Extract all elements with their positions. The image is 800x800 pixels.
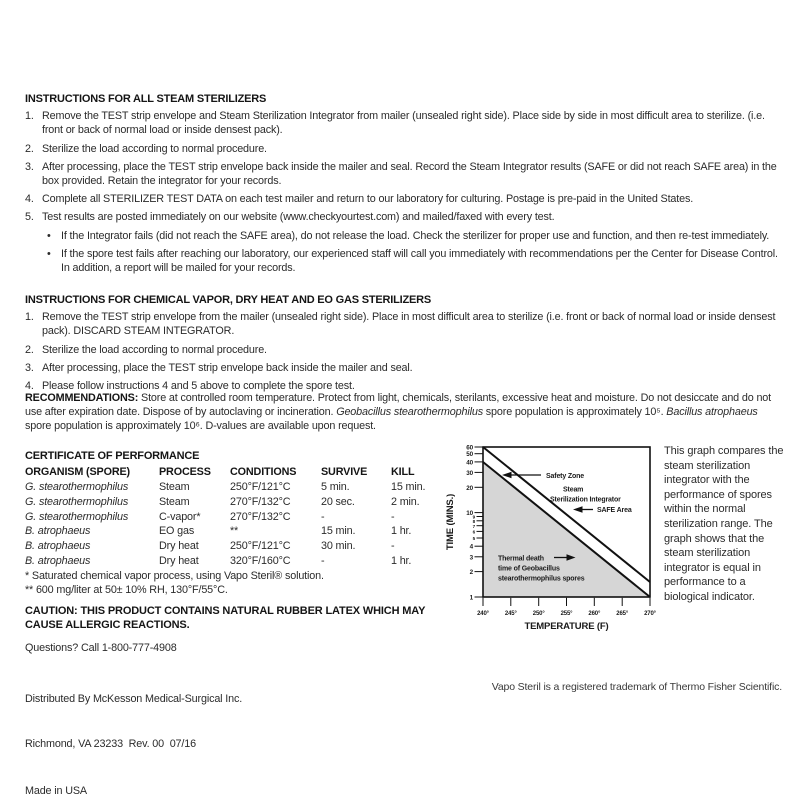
certificate-section	[25, 449, 457, 799]
distributor-line-2: Richmond, VA 23233 Rev. 00 07/16	[25, 737, 196, 750]
thermal-death-label-2: time of Geobacillus	[498, 565, 560, 573]
table-cell: G. stearothermophilus	[25, 510, 129, 523]
instruction-item	[25, 160, 782, 188]
table-cell: -	[321, 554, 325, 567]
x-tick-label: 260°	[588, 611, 601, 617]
bullet-text: If the spore test fails after reaching our laboratory, our experienced staff will call you immediately with recommendations per the Center for Disease Control. In addition, a report will be mailed for your records.	[61, 247, 778, 275]
table-cell: B. atrophaeus	[25, 554, 91, 567]
item-text: Complete all STERILIZER TEST DATA on each test mailer and return to our laboratory for culturing. Postage is pre-paid in the United States.	[42, 193, 694, 206]
table-cell: 320°F/160°C	[230, 554, 291, 567]
item-number: 5.	[25, 211, 34, 224]
table-cell: EO gas	[159, 525, 195, 538]
table-cell: 270°F/132°C	[230, 495, 291, 508]
table-cell: Dry heat	[159, 554, 199, 567]
recommendations-label: RECOMMENDATIONS:	[25, 392, 139, 404]
instruction-item	[25, 361, 782, 375]
y-axis-label: TIME (MINS.)	[445, 493, 456, 551]
item-number: 3.	[25, 361, 34, 374]
table-cell: Dry heat	[159, 540, 199, 553]
table-cell: 30 min.	[321, 540, 356, 553]
item-number: 4.	[25, 193, 34, 206]
column-header: KILL	[391, 466, 415, 479]
y-tick-label: 20	[466, 484, 473, 492]
made-in-usa-line: Made in USA	[25, 784, 87, 797]
table-cell: G. stearothermophilus	[25, 481, 129, 493]
column-header: PROCESS	[159, 466, 211, 479]
table-cell: -	[391, 540, 395, 553]
graph-caption: This graph compares the steam sterilization integrator with the performance of spores within the normal sterilization range. The graph shows that the steam sterilization integrator is equal in performance to a biological indicator.	[664, 445, 784, 603]
caution-statement: CAUTION: THIS PRODUCT CONTAINS NATURAL RUBBER LATEX WHICH MAY CAUSE ALLERGIC REACTIONS.	[25, 604, 426, 632]
item-number: 1.	[25, 311, 34, 324]
questions-phone-line: Questions? Call 1-800-777-4908	[25, 641, 177, 654]
instruction-item	[25, 109, 782, 137]
recommendations-text-3: spore population is approximately 10⁶. D-values are available upon request.	[25, 420, 376, 433]
table-cell: -	[321, 510, 325, 523]
item-number: 4.	[25, 380, 34, 393]
safe-area-label: SAFE Area	[597, 507, 632, 514]
footnote-2: ** 600 mg/liter at 50± 10% RH, 130°F/55°C.	[25, 583, 228, 596]
y-tick-label: 3	[469, 554, 473, 562]
y-tick-label: 8	[472, 518, 475, 524]
table-cell: -	[391, 510, 395, 523]
x-axis-ticks	[483, 598, 650, 606]
chemical-instructions-heading: INSTRUCTIONS FOR CHEMICAL VAPOR, DRY HEAT AND EO GAS STERILIZERS	[25, 294, 432, 306]
bullet-item	[47, 229, 782, 243]
table-cell: 15 min.	[321, 525, 356, 538]
y-tick-label: 9	[472, 514, 475, 520]
y-tick-label: 7	[472, 523, 475, 529]
column-header: SURVIVE	[321, 466, 368, 479]
recommendations-text-2: spore population is approximately 10⁵.	[482, 406, 667, 419]
thermal-death-label-3: stearothermophilus spores	[498, 575, 585, 583]
x-tick-label: 250°	[532, 611, 545, 617]
table-cell: 250°F/121°C	[230, 481, 291, 493]
column-header: ORGANISM (SPORE)	[25, 466, 130, 479]
instruction-item	[25, 142, 782, 156]
y-tick-label: 10	[466, 510, 473, 518]
bullet-item	[47, 247, 782, 275]
bullet-dot: •	[47, 229, 51, 242]
table-cell: 270°F/132°C	[230, 510, 291, 523]
y-tick-label: 4	[469, 543, 473, 551]
instruction-item	[25, 192, 782, 206]
x-tick-label: 265°	[616, 611, 629, 617]
performance-table	[25, 465, 457, 569]
certificate-heading: CERTIFICATE OF PERFORMANCE	[25, 450, 200, 462]
y-tick-label: 50	[466, 451, 473, 459]
table-cell: 15 min.	[391, 481, 426, 493]
y-tick-label: 1	[469, 594, 473, 602]
item-number: 3.	[25, 160, 34, 173]
item-number: 2.	[25, 343, 34, 356]
table-cell: C-vapor*	[159, 510, 201, 523]
table-cell: 20 sec.	[321, 495, 355, 508]
table-cell: G. stearothermophilus	[25, 495, 129, 508]
trademark-note: Vapo Steril is a registered trademark of Thermo Fisher Scientific.	[491, 681, 782, 693]
instruction-item	[25, 343, 782, 357]
x-tick-label: 245°	[504, 611, 517, 617]
species-name-geobacillus: Geobacillus stearothermophilus	[336, 406, 483, 419]
item-text: Sterilize the load according to normal procedure.	[42, 343, 267, 356]
item-text: Sterilize the load according to normal procedure.	[42, 142, 267, 155]
bullet-text: If the Integrator fails (did not reach the SAFE area), do not release the load. Check the sterilizer for proper use and function, and then re-test immediately.	[61, 229, 770, 242]
table-cell: 1 hr.	[391, 525, 412, 538]
x-tick-label: 240°	[477, 611, 489, 617]
left-arrowhead-icon	[573, 506, 583, 512]
table-cell: B. atrophaeus	[25, 540, 91, 553]
table-cell: 1 hr.	[391, 554, 412, 567]
recommendations-text-1: Store at controlled room temperature. Protect from light, chemicals, sterilants, excessive heat and moisture. Do not desiccate and do not use after expiration date. Dispose of by autoclaving or incineration.	[25, 392, 772, 419]
steam-label: Steam	[563, 486, 584, 494]
y-tick-label: 6	[472, 529, 475, 535]
table-cell: B. atrophaeus	[25, 525, 91, 538]
y-tick-label: 60	[466, 444, 473, 452]
species-name-bacillus: Bacillus atrophaeus	[666, 406, 758, 419]
sterilization-comparison-graph	[440, 442, 660, 637]
item-text: Remove the TEST strip envelope and Steam Sterilization Integrator from mailer (unsealed right side). Place side by side in most difficult area to sterilize. (i.e. front or back of normal load or inside densest pack).	[42, 110, 765, 137]
steam-instructions-heading: INSTRUCTIONS FOR ALL STEAM STERILIZERS	[25, 93, 267, 105]
x-tick-label: 255°	[560, 611, 573, 617]
bullet-dot: •	[47, 247, 51, 260]
table-cell: **	[230, 525, 239, 538]
column-header: CONDITIONS	[230, 466, 297, 479]
item-text: Please follow instructions 4 and 5 above to complete the spore test.	[42, 380, 355, 393]
distributor-info	[25, 662, 457, 782]
x-tick-label: 270°	[644, 611, 656, 617]
item-text: After processing, place the TEST strip envelope back inside the mailer and seal.	[42, 361, 413, 374]
y-tick-label: 5	[472, 536, 475, 542]
item-number: 2.	[25, 142, 34, 155]
thermal-death-label-1: Thermal death	[498, 555, 544, 563]
table-cell: Steam	[159, 481, 190, 493]
y-tick-label: 2	[469, 569, 473, 577]
table-cell: 5 min.	[321, 481, 350, 493]
safety-zone-label: Safety Zone	[546, 472, 585, 480]
distributor-line-1: Distributed By McKesson Medical-Surgical Inc.	[25, 692, 243, 705]
steam-instructions-section	[25, 92, 782, 279]
y-axis-ticks	[472, 447, 484, 597]
item-text: Test results are posted immediately on our website (www.checkyourtest.com) and mailed/faxed with every test.	[42, 211, 555, 224]
instruction-item	[25, 310, 782, 338]
instruction-item	[25, 210, 782, 224]
sterilization-integrator-label: Sterilization Integrator	[550, 496, 621, 504]
table-cell: Steam	[159, 495, 190, 508]
table-cell: 2 min.	[391, 495, 420, 508]
chemical-instructions-section	[25, 293, 782, 397]
item-number: 1.	[25, 110, 34, 123]
y-tick-label: 40	[466, 459, 473, 467]
y-tick-label: 30	[466, 469, 473, 477]
item-text: After processing, place the TEST strip envelope back inside the mailer and seal. Record the Steam Integrator results (SAFE or did not reach SAFE area) in the box provided. Retain the integrator for your records.	[42, 160, 777, 188]
recommendations-paragraph	[25, 391, 782, 434]
item-text: Remove the TEST strip envelope from the mailer (unsealed right side). Place in most difficult area to sterilize (i.e. front or back of normal load or inside densest pack). DISCARD STEAM INTEGRATOR.	[42, 311, 776, 338]
x-axis-label: TEMPERATURE (F)	[524, 621, 609, 632]
footnote-1: * Saturated chemical vapor process, using Vapo Steril® solution.	[25, 569, 324, 582]
table-cell: 250°F/121°C	[230, 540, 291, 553]
